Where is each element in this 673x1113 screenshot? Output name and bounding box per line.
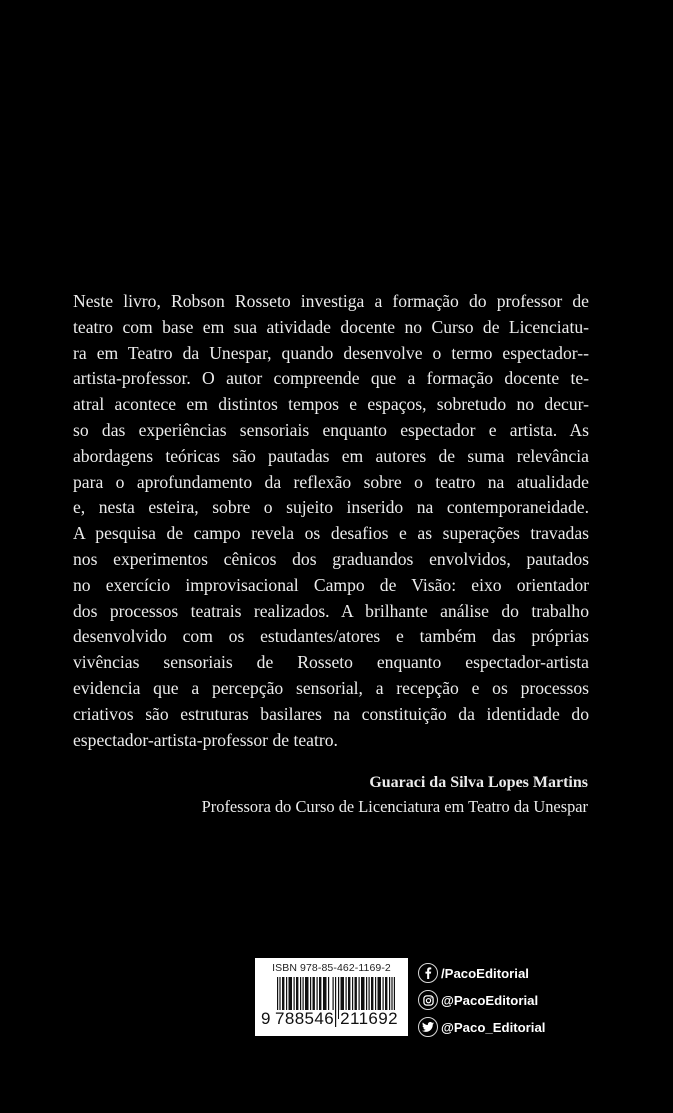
social-item-facebook xyxy=(418,961,545,985)
barcode-digit-prefix: 9 xyxy=(261,1009,271,1028)
barcode-digit-group-left: 788546 xyxy=(274,1009,335,1028)
blurb-signature xyxy=(202,771,588,819)
blurb-line: vivências sensoriais de Rosseto enquanto espectador-artista xyxy=(73,652,589,673)
book-blurb xyxy=(73,289,589,753)
instagram-handle: @PacoEditorial xyxy=(441,992,539,1008)
blurb-line: A pesquisa de campo revela os desafios e as superações travadas xyxy=(73,523,589,544)
blurb-line: nos experimentos cênicos dos graduandos envolvidos, pautados xyxy=(73,548,589,569)
signature-role: Professora do Curso de Licenciatura em Teatro da Unespar xyxy=(201,797,588,816)
blurb-line: abordagens teóricas são pautadas em autores de suma relevância xyxy=(73,445,589,466)
barcode-digit-group-right: 211692 xyxy=(340,1009,398,1028)
blurb-line: criativos são estruturas basilares na constituição da identidade do xyxy=(73,703,589,724)
blurb-line: para o aprofundamento da reflexão sobre o teatro na atualidade xyxy=(73,471,589,492)
blurb-line: ra em Teatro da Unespar, quando desenvolve o termo espectador-- xyxy=(73,342,589,363)
blurb-line: evidencia que a percepção sensorial, a recepção e os processos xyxy=(73,677,589,698)
blurb-line: dos processos teatrais realizados. A brilhante análise do trabalho xyxy=(73,600,589,621)
blurb-line: so das experiências sensoriais enquanto espectador e artista. As xyxy=(73,419,589,440)
blurb-line: Neste livro, Robson Rosseto investiga a formação do professor de xyxy=(73,291,589,311)
blurb-line: teatro com base em sua atividade docente no Curso de Licenciatu- xyxy=(73,316,589,337)
social-item-instagram xyxy=(418,988,545,1012)
social-item-twitter xyxy=(418,1015,545,1039)
blurb-line: desenvolvido com os estudantes/atores e também das próprias xyxy=(73,626,589,647)
blurb-line: e, nesta esteira, sobre o sujeito inserido na contemporaneidade. xyxy=(73,497,589,518)
social-links xyxy=(418,961,545,1042)
signature-name: Guaraci da Silva Lopes Martins xyxy=(369,774,588,791)
facebook-handle: /PacoEditorial xyxy=(441,965,529,981)
facebook-icon xyxy=(418,963,438,983)
blurb-line: no exercício improvisacional Campo de Visão: eixo orientador xyxy=(73,574,589,595)
barcode-digits xyxy=(261,1010,399,1028)
blurb-line: espectador-artista-professor de teatro. xyxy=(73,729,338,750)
twitter-handle: @Paco_Editorial xyxy=(441,1019,546,1035)
instagram-icon xyxy=(418,990,438,1010)
blurb-line: artista-professor. O autor compreende que a formação docente te- xyxy=(73,368,589,389)
isbn-barcode xyxy=(255,958,408,1036)
isbn-label: ISBN 978-85-462-1169-2 xyxy=(272,962,391,974)
blurb-line: atral acontece em distintos tempos e espaços, sobretudo no decur- xyxy=(73,394,589,415)
twitter-icon xyxy=(418,1017,438,1037)
